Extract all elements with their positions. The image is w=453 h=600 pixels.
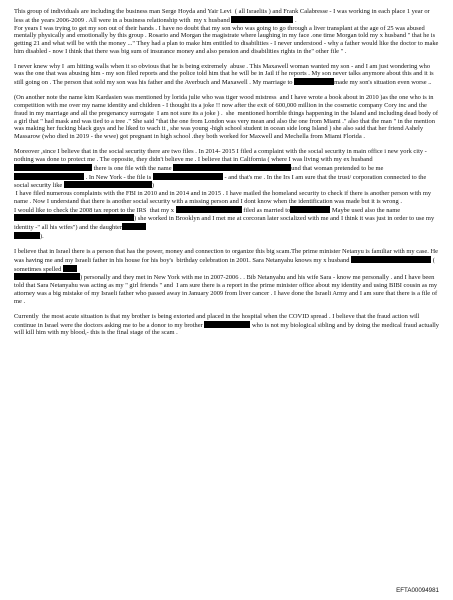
redaction-block (290, 206, 330, 213)
document-body (14, 8, 439, 337)
paragraph-text: there is one file with the name (92, 164, 174, 172)
paragraph-text: filed as married to (241, 206, 291, 214)
paragraph-text: ) personally and they met in New York with me in 2007-2006 . . Bib Netanyahu and his wife Sara - know me personally . and I have been told that Sara Netanyahu was acting as my " girl friends " and I am sure there is a report in the prime minister office about my identity and using BIBI cousin as my attorney was a big mistake of my Israeli father who passed away in January 2009 from liver cancer . I have done the Israeli Army and I am sure that there is a file of me . (14, 274, 439, 305)
paragraph-text: made my son's situation even worse .. (334, 79, 432, 86)
redaction-block (231, 16, 293, 23)
paragraph-text: I never knew why I am hitting walls when it so obvious that he is being extremely abuse . This Maxawell woman wanted my son - and I am just wondering who was the one that was abusing him - my son filed reports and the police told him that he will be in Jail if he reports . My son never talks anymore about this and it is still going on . The person that sold my son was his father and the Averbuch and Maxawell . My marriage to (14, 62, 436, 86)
paragraph-text: Moreover ,since I believe that in the social security there are two files . In 2014- 2015 I filed a complaint with the social security in main office i new york city - nothing was done to protect me . The opposite, they didn't believe me . I believe that in California ( where I was living with my ex husband (14, 148, 429, 163)
paragraph-text: ( sometimes spelled (14, 256, 437, 273)
paragraph (14, 8, 439, 56)
redaction-block (173, 164, 291, 171)
paragraph (14, 313, 439, 337)
redaction-block (176, 206, 242, 213)
paragraph-text: . In New York - the file is (84, 173, 153, 181)
paragraph-text: This group of individuals are including the business man Serge Hoyda and Yair Levi ( all Israeliis ) and Frank Calabresse - I was working in each place 1 year or less at the years 2006-2009 . All were in a business relationship with my x husband (14, 8, 432, 24)
paragraph (14, 94, 439, 141)
redaction-block (14, 273, 80, 280)
redaction-block (294, 78, 334, 85)
paragraph (14, 148, 439, 240)
paragraph-text: ) I have filed numerous complaints with the FBI in 2010 and in 2014 and in 2015 . I have mailed the homeland security to check if there is another person with my name . Now I understand that there is another social security with a missing person and I dont know when the identification was made but it is wrong . I would like to check the 2008 tax report to the IRS that my x (14, 182, 432, 214)
paragraph-text: who is not my biological sibling and by doing the medical fraud actually will kill him with my blood,- this is the final stage of the scam . (14, 321, 441, 337)
paragraph-text: Maybe used also the name (330, 206, 402, 214)
paragraph (14, 63, 439, 87)
redaction-block (351, 256, 431, 263)
redaction-block (122, 223, 146, 230)
paragraph-text: ). (40, 232, 44, 240)
document-id-footer: EFTA00094981 (396, 587, 439, 595)
redaction-block (153, 173, 223, 180)
paragraph (14, 248, 439, 305)
paragraph-text: Currently the most acute situation is that my brother is being extorted and placed in the hospital when the COVID spread . I believe that the fraud action will continue in Israel were the doctors asking me to be a donor to my brother (14, 312, 422, 329)
redaction-block (14, 164, 92, 171)
redaction-block (14, 214, 134, 221)
paragraph-text: I believe that in Israel there is a person that has the power, money and connection to organize this big scam.The prime minister Netanyu is familiar with my case. He was having me and my Israeli father in his house for his boy's birthday celebration in 2001. Sara Netanyahu knows my x husband (14, 248, 440, 264)
paragraph-text: ) she worked in Brooklyn and I met me at corcoran later socialized with me and I think it was just in order to use my identity -" all his wifes") and the daughter (14, 215, 436, 231)
redaction-block (63, 265, 77, 272)
paragraph-text: und that woman pretended to be me (291, 164, 386, 172)
redaction-block (204, 321, 250, 328)
redaction-block (14, 173, 84, 180)
paragraph-text: - and that's me . In the Irs I am sure that the trust/ corporation connected to the social security like (14, 173, 428, 190)
redaction-block (64, 181, 152, 188)
redaction-block (14, 232, 40, 239)
paragraph-text: . For years I was trying to get my son out of their hands . I have no doubt that my son who was going to go through a liver transplant at the age of 25 was abused mentally physically and emotionally by this group . Rosario and Morgan the magistrate where laughing in my face .one time Morgan told my x husband " that he is getting 21 and what will be with the money ..." They had a plan to make him entitled to disabilities - I never understood - why a father would like the doctor to make him disabled - now I think that there was big sum of insurance money and also pension and disabilities rights in the" other file " . (14, 16, 439, 55)
paragraph-text: (On another note the name kim Kardasien was mentioned by lorida julie who was tiger wood mistress and I have wrote a book about in 2010 )as the one who is in competition with me over my name identity and children - I thought its a joke !! now after the exit of 600,000 million in the cosmetic company Cory inc and the fraud in my marriage and all the pregenancy surrogate I am not sure its a joke ) . she mentioned horrible things happening in the Island and including dead body of a girl that " had mask and was tied to a tree ." She said "that the one from London was very mean and also the one from Miami ." also that the man " in the mention was making her fucking black guys and he liked to wach it , she was young -high school student in ocean side long Island ) she also said that her friend Ashely Massarow (who died in 2019 - the wwe) got pregnant in high school .they both worked for Maxwell and Mechella from Miami Florida . (14, 94, 440, 140)
